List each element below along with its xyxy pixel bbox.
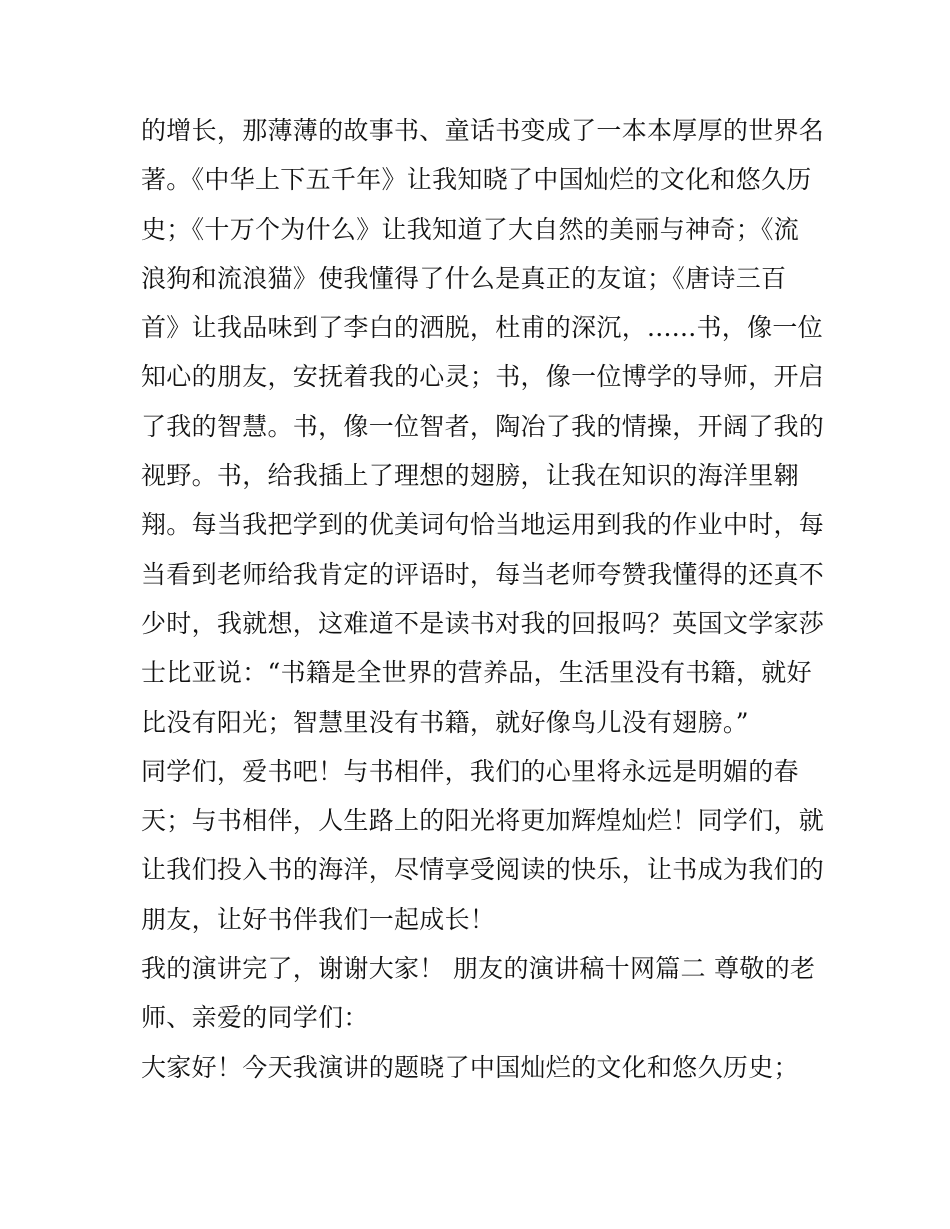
text-line: 少时，我就想，这难道不是读书对我的回报吗？英国文学家莎 [141,608,825,638]
text-line: 大家好！今天我演讲的题晓了中国灿烂的文化和悠久历史； [141,1052,799,1082]
text-line: 首》让我品味到了李白的洒脱，杜甫的深沉，......书，像一位 [141,313,823,343]
text-line: 翔。每当我把学到的优美词句恰当地运用到我的作业中时，每 [141,510,825,540]
text-line: 了我的智慧。书，像一位智者，陶冶了我的情操，开阔了我的 [141,411,825,441]
text-line: 著。《中华上下五千年》让我知晓了中国灿烂的文化和悠久历 [141,165,812,195]
text-line: 比没有阳光；智慧里没有书籍，就好像鸟儿没有翅膀。” [141,707,749,737]
text-line: 让我们投入书的海洋，尽情享受阅读的快乐，让书成为我们的 [141,855,825,885]
text-line: 同学们，爱书吧！与书相伴，我们的心里将永远是明媚的春 [141,756,799,786]
body-text [141,106,831,1092]
text-line: 士比亚说：“书籍是全世界的营养品，生活里没有书籍，就好 [141,658,812,688]
text-line: 浪狗和流浪猫》使我懂得了什么是真正的友谊；《唐诗三百 [141,263,787,293]
text-line: 天；与书相伴，人生路上的阳光将更加辉煌灿烂！同学们，就 [141,806,825,836]
text-line: 师、亲爱的同学们： [141,1003,369,1033]
text-line: 的增长，那薄薄的故事书、童话书变成了一本本厚厚的世界名 [141,116,825,145]
text-line: 朋友，让好书伴我们一起成长！ [141,904,496,934]
text-line: 视野。书，给我插上了理想的翅膀，让我在知识的海洋里翱 [141,461,799,491]
text-line: 当看到老师给我肯定的评语时，每当老师夸赞我懂得的还真不 [141,559,825,589]
text-line: 我的演讲完了，谢谢大家！ 朋友的演讲稿十网篇二 尊敬的老 [141,954,816,984]
text-line: 知心的朋友，安抚着我的心灵；书，像一位博学的导师，开启 [141,362,825,392]
text-line: 史；《十万个为什么》让我知道了大自然的美丽与神奇；《流 [141,214,800,244]
